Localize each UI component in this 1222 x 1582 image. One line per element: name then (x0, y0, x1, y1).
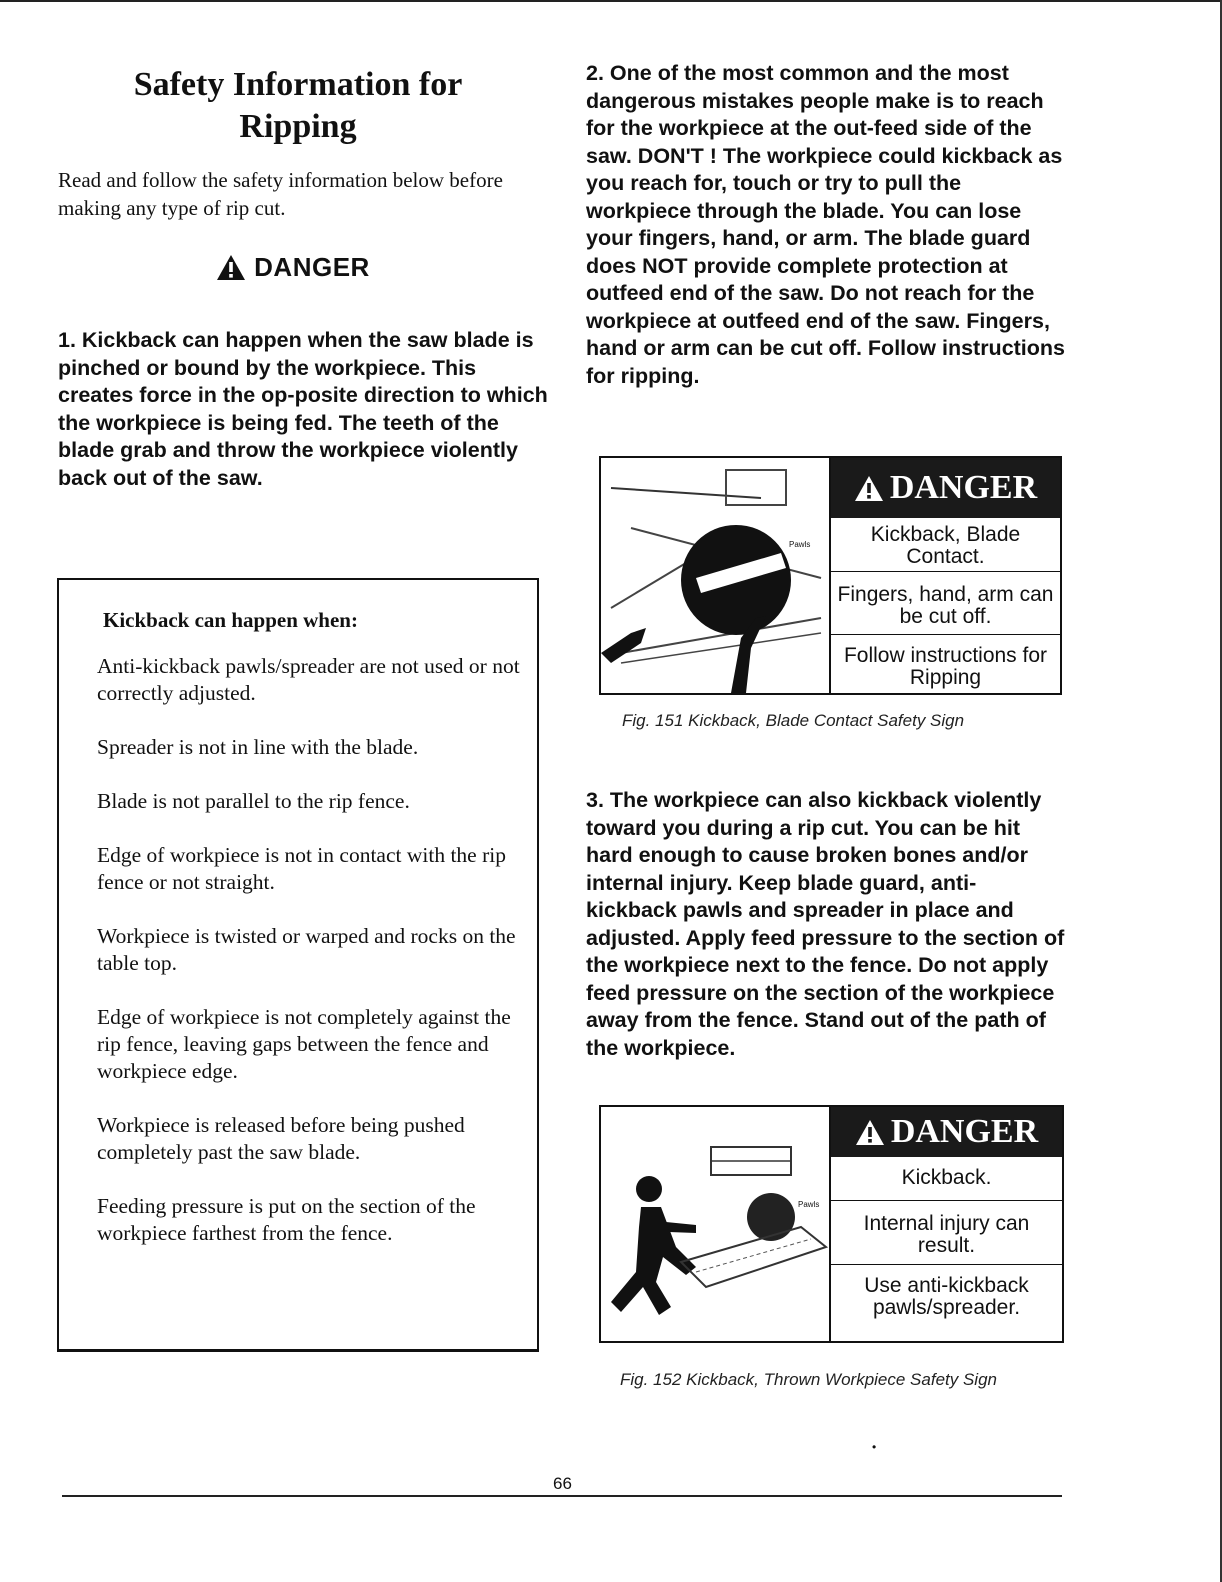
sign1-danger-banner (831, 458, 1060, 518)
intro-text: Read and follow the safety information below before making any type of rip cut. (58, 168, 503, 220)
title-line-1: Safety Information for (133, 66, 463, 103)
sign1-banner-text: DANGER (889, 469, 1038, 506)
kickback-condition: Edge of workpiece is not in contact with the rip fence or not straight. (97, 843, 506, 894)
page-number: 66 (553, 1474, 572, 1493)
sign1-message: Kickback, Blade Contact. (831, 518, 1060, 572)
warning-triangle-icon (855, 1119, 885, 1146)
thrown-workpiece-paragraph-3: 3. The workpiece can also kickback violently toward you during a rip cut. You can be hit hard enough to cause broken bones and/or internal injury. Keep blade guard, anti-kickback pawls and spreader in place and adjusted. Apply feed pressure to the section of the workpiece next to the fence. Do not apply feed pressure on the section of the workpiece away from the fence. Stand out of the path of the workpiece. (586, 788, 1065, 1060)
warning-triangle-icon (854, 475, 884, 502)
kickback-conditions-box (57, 578, 539, 1352)
kickback-paragraph-1: 1. Kickback can happen when the saw blade is pinched or bound by the workpiece. This creates force in the op-posite direction to which the workpiece is being fed. The teeth of the blade grab and throw the workpiece violently back out of the saw. (58, 328, 548, 490)
left-column (58, 60, 548, 492)
saw-blade-hand-illustration (601, 458, 831, 693)
sign1-text-pane (831, 458, 1060, 693)
sign1-message: Fingers, hand, arm can be cut off. (831, 572, 1060, 635)
scan-speck: • (872, 1440, 877, 1454)
footer-rule (62, 1495, 1062, 1497)
sign2-message: Use anti-kickback pawls/spreader. (864, 1274, 1029, 1319)
danger-label: DANGER (254, 252, 370, 282)
sign2-banner-text: DANGER (890, 1113, 1039, 1150)
fig-152-caption: Fig. 152 Kickback, Thrown Workpiece Safety Sign (620, 1370, 997, 1389)
kickback-condition: Workpiece is twisted or warped and rocks on the table top. (97, 924, 516, 975)
kickback-condition: Anti-kickback pawls/spreader are not used or not correctly adjusted. (97, 654, 520, 705)
scan-edge-top (0, 0, 1222, 2)
right-column-lower (586, 787, 1066, 1062)
sign2-pawls-label: Pawls (798, 1200, 820, 1209)
kickback-condition: Feeding pressure is put on the section of the workpiece farthest from the fence. (97, 1194, 476, 1245)
sign2-message: Internal injury can result. (831, 1201, 1062, 1265)
sign1-pawls-label: Pawls (789, 540, 811, 549)
title-line-2: Ripping (239, 108, 357, 145)
thrown-workpiece-safety-sign (599, 1105, 1064, 1343)
kickback-condition: Spreader is not in line with the blade. (97, 735, 419, 759)
danger-heading (58, 252, 528, 283)
outfeed-paragraph-2: 2. One of the most common and the most dangerous mistakes people make is to reach for the workpiece at the out-feed side of the saw. DON'T ! The workpiece could kickback as you reach for, touch or try to pull the workpiece through the blade. You can lose your fingers, hand, or arm. The blade guard does NOT provide complete protection at outfeed end of the saw. Do not reach for the workpiece at outfeed end of the saw. Fingers, hand or arm can be cut off. Follow instructions for ripping. (586, 61, 1066, 388)
page-title (58, 64, 538, 148)
kickback-condition: Edge of workpiece is not completely against the rip fence, leaving gaps between the fence and workpiece edge. (97, 1005, 511, 1083)
sign2-text-pane (831, 1107, 1062, 1341)
warning-triangle-icon (216, 254, 246, 281)
fig-151-caption: Fig. 151 Kickback, Blade Contact Safety Sign (622, 711, 965, 730)
sign2-message: Kickback. (831, 1157, 1062, 1201)
sign2-danger-banner (831, 1107, 1062, 1157)
kickback-condition: Workpiece is released before being pushed completely past the saw blade. (97, 1113, 465, 1164)
thrown-workpiece-illustration (601, 1107, 831, 1341)
right-column (586, 60, 1066, 390)
kickback-condition: Blade is not parallel to the rip fence. (97, 789, 410, 813)
blade-contact-safety-sign (599, 456, 1062, 695)
sign1-message: Follow instructions for Ripping (843, 644, 1048, 689)
kickback-box-title: Kickback can happen when: (103, 608, 358, 632)
